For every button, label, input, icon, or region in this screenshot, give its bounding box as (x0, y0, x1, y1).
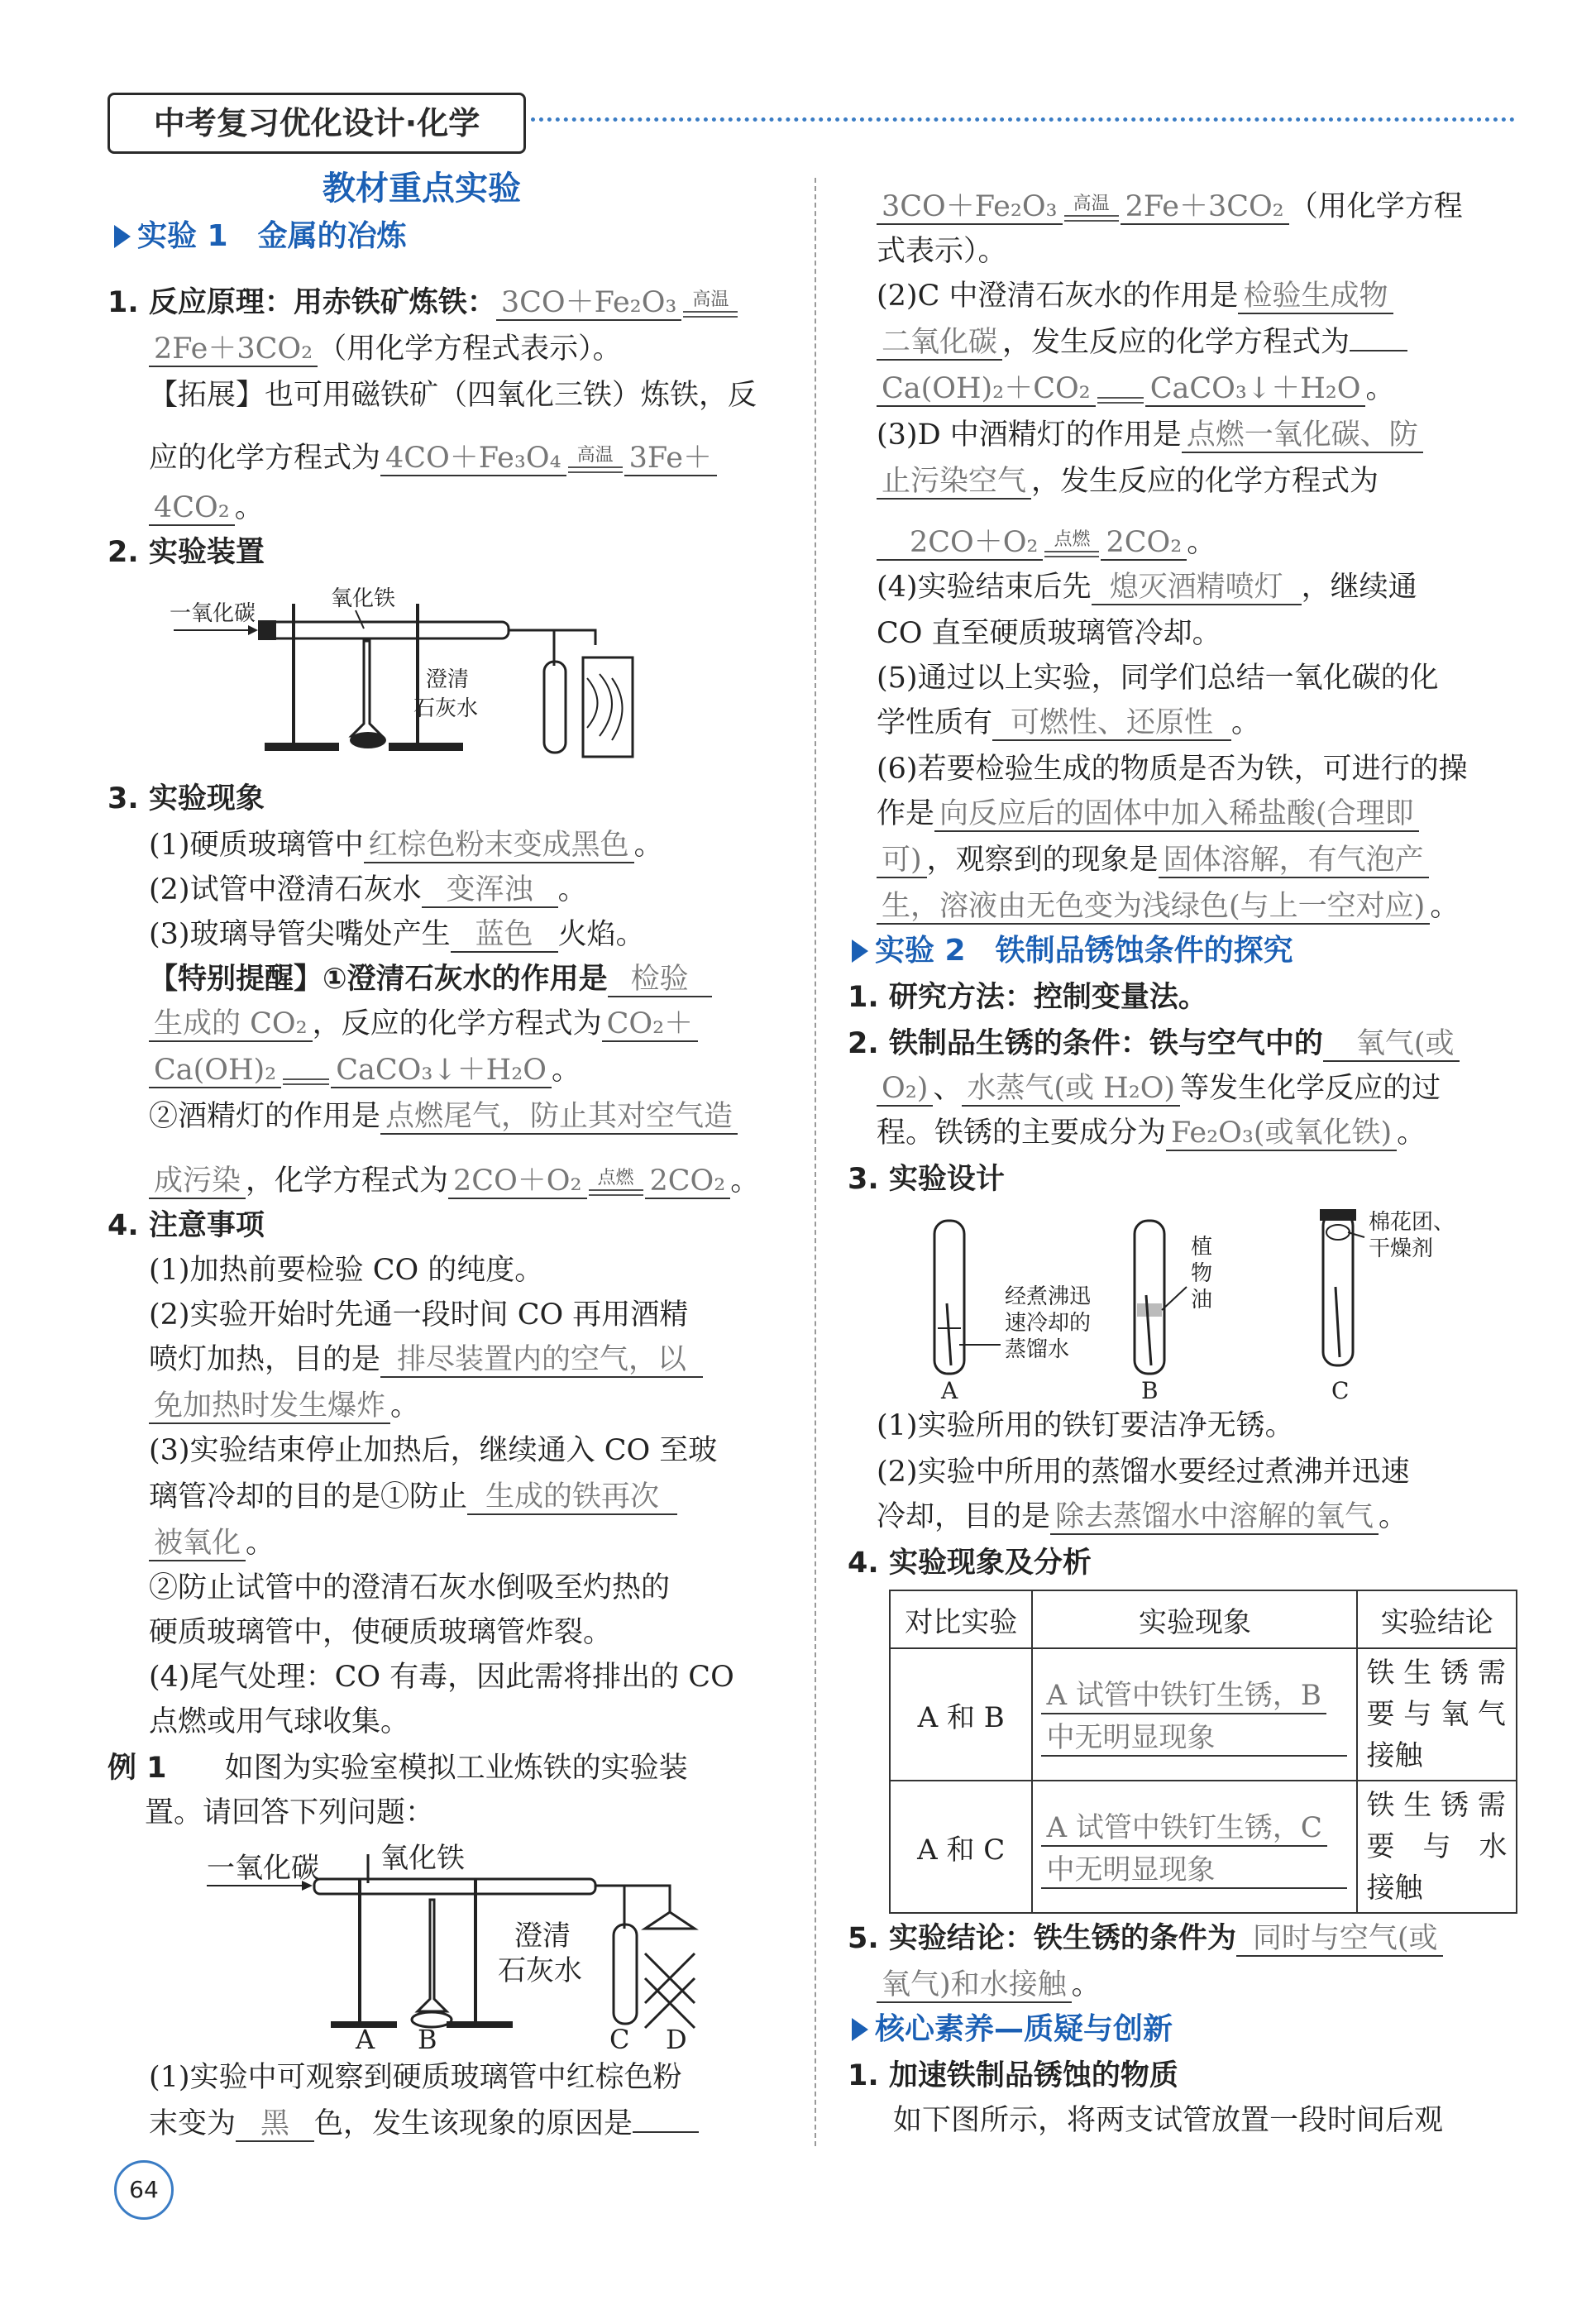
blank-line (633, 2131, 699, 2133)
table-header: 对比实验 (890, 1590, 1032, 1648)
answer-eq1-left: 3CO＋Fe₂O₃ (496, 286, 682, 321)
note-11: 点燃或用气球收集。 (149, 1705, 410, 1738)
note-9: 硬质玻璃管中，使硬质玻璃管炸裂。 (149, 1616, 613, 1649)
phen-3 (149, 915, 645, 954)
right-line-12 (877, 703, 1260, 743)
note-8: ②防止试管中的澄清石灰水倒吸至灼热的 (149, 1571, 671, 1604)
test-tube (544, 662, 566, 753)
text: 色，发生该现象的原因是 (314, 2107, 633, 2140)
answer-m3b: 水蒸气(或 H₂O) (962, 1072, 1180, 1107)
answer-m3: O₂) (877, 1072, 933, 1107)
right-line-16 (877, 887, 1459, 926)
text: ②酒精灯的作用是 (149, 1100, 381, 1133)
answer-r16: 生，溶液由无色变为浅绿色(与上一空对应) (877, 890, 1430, 925)
equal-sign (1044, 551, 1099, 557)
equal-sign-plain (1096, 377, 1145, 404)
fig3-A: A (941, 1377, 958, 1403)
answer-tip-5: 成污染 (149, 1164, 246, 1199)
note-4 (149, 1386, 419, 1426)
text: 璃管冷却的目的是①防止 (149, 1480, 468, 1513)
apparatus-figure-2 (207, 1838, 736, 2053)
question-1: (1)实验中可观察到硬质玻璃管中红棕色粉 (149, 2061, 682, 2094)
fig2-label-lime1: 澄清 (514, 1920, 571, 1953)
text: 。 (1231, 706, 1261, 739)
text: 喷灯加热，目的是 (149, 1343, 381, 1376)
left-line-4 (149, 438, 717, 478)
glass-tube (260, 622, 509, 638)
note-1: (1)加热前要检验 CO 的纯度。 (149, 1254, 544, 1287)
right-line-13: (6)若要检验生成的物质是否为铁，可进行的操 (877, 753, 1468, 786)
answer-tip-3b: CaCO₃↓＋H₂O (331, 1054, 552, 1088)
answer-phen-3: 蓝色 (451, 918, 558, 953)
tip-line-3 (149, 1050, 581, 1090)
answer-r5: Ca(OH)₂＋CO₂ (877, 372, 1096, 407)
table-header: 实验现象 (1032, 1590, 1357, 1648)
text: ，观察到的现象是 (926, 844, 1159, 877)
burner (418, 1900, 447, 2011)
text: (4)实验结束后先 (877, 571, 1092, 604)
text: 、 (933, 1072, 963, 1105)
flame (645, 1912, 695, 1929)
text: ，继续通 (1301, 571, 1417, 604)
text: 。 (633, 829, 663, 862)
equal-sign (568, 466, 623, 473)
answer-r1: 3CO＋Fe₂O₃ (877, 190, 1063, 225)
equal-sign-plain (281, 1059, 331, 1085)
stand-base (389, 743, 463, 751)
answer-eq2-right2: 4CO₂ (149, 491, 235, 526)
fig1-label-fe: 氧化铁 (331, 586, 396, 611)
note-6 (149, 1477, 677, 1517)
fig2-C: C (609, 2024, 630, 2053)
tip-line-4 (149, 1097, 738, 1136)
condition-gaowen (1063, 195, 1121, 222)
left-line-1 (108, 283, 739, 323)
answer-m2: 氧气(或 (1323, 1027, 1460, 1062)
condition-dianran (1043, 528, 1101, 557)
oil-layer (1137, 1303, 1162, 1317)
answer-phen-ab-2: 中无明显现象 (1041, 1714, 1347, 1757)
delivery-tube (595, 1886, 624, 1929)
stopper-c (1320, 1209, 1356, 1221)
text: 程。铁锈的主要成分为 (877, 1116, 1167, 1150)
right-line-7 (877, 461, 1379, 501)
exp2-title: 实验 2 铁制品锈蚀条件的探究 (875, 934, 1293, 968)
design-3 (877, 1497, 1407, 1537)
text: (3)玻璃导管尖嘴处产生 (149, 918, 451, 951)
fig2-label-fe: 氧化铁 (380, 1842, 465, 1875)
answer-eq2-left: 4CO＋Fe₃O₄ (380, 442, 566, 476)
text: 学性质有 (877, 706, 993, 739)
equal-sign (589, 1189, 643, 1196)
table-cell-phenomenon (1032, 1781, 1357, 1913)
note-10: (4)尾气处理：CO 有毒，因此需将排出的 CO (149, 1661, 734, 1694)
section-design: 3. 实验设计 (848, 1163, 1005, 1196)
stand-base (265, 743, 339, 751)
exhaust-tube (624, 1886, 670, 1912)
text: 。 (730, 1164, 760, 1198)
fig1-label-lime2: 石灰水 (413, 696, 479, 721)
text: 。 (234, 491, 264, 524)
text: (2)试管中澄清石灰水 (149, 873, 422, 906)
answer-r8: 2CO＋O₂ (877, 526, 1043, 561)
design-2: (2)实验中所用的蒸馏水要经过煮沸并迅速 (877, 1456, 1410, 1489)
condition-gaowen (681, 291, 739, 318)
answer-r9: 熄灭酒精喷灯 (1092, 571, 1302, 605)
text: （用化学方程式表示）。 (318, 332, 622, 366)
left-line-2 (149, 329, 622, 369)
answer-tip-3: Ca(OH)₂ (149, 1054, 281, 1088)
core-heading (852, 2010, 1173, 2049)
column-divider (815, 178, 816, 2146)
note-5: (3)实验结束停止加热后，继续通入 CO 至玻 (149, 1434, 718, 1467)
conclusion-line: 要 与 氧 气 (1366, 1698, 1506, 1731)
fig3-oil-3: 油 (1191, 1288, 1213, 1313)
table-row (890, 1781, 1517, 1913)
fig3-water-1: 经煮沸迅 (1005, 1284, 1092, 1309)
table-cell-pair: A 和 B (890, 1648, 1032, 1781)
section-analysis: 4. 实验现象及分析 (848, 1547, 1092, 1580)
conclusion-line-1 (848, 1919, 1443, 1958)
conclusion-line: 铁 生 锈 需 (1366, 1657, 1506, 1690)
answer-r4: 二氧化碳 (877, 326, 1002, 361)
fig3-C: C (1331, 1377, 1350, 1403)
page-number: 64 (114, 2160, 174, 2220)
fig2-B: B (418, 2024, 437, 2053)
note-3 (149, 1340, 703, 1379)
text: 等发生化学反应的过 (1180, 1072, 1441, 1105)
text: 火焰。 (557, 918, 645, 951)
core-title: 核心素养—质疑与创新 (875, 2012, 1173, 2046)
right-line-9 (877, 567, 1417, 607)
text: 应的化学方程式为 (149, 442, 381, 475)
answer-note-7: 被氧化 (149, 1527, 246, 1561)
text: 。 (1187, 526, 1216, 559)
exhaust-tube (554, 630, 595, 645)
text: 。 (1430, 890, 1460, 923)
condition-text: 高温 (576, 444, 614, 466)
conclusion-line: 要 与 水 (1366, 1830, 1508, 1863)
answer-phen-ab-1: A 试管中铁钉生锈，B (1041, 1672, 1326, 1714)
text: ，发生反应的化学方程式为 (1002, 326, 1350, 359)
right-line-1 (877, 187, 1463, 227)
tip-line-5 (149, 1161, 759, 1201)
answer-m7: 同时与空气(或 (1236, 1922, 1443, 1957)
equal-sign (683, 311, 738, 318)
fig3-oil-1: 植 (1191, 1235, 1213, 1260)
test-tube (614, 1925, 637, 2024)
burner-base (350, 732, 386, 748)
text: 冷却，目的是 (877, 1500, 1051, 1533)
alcohol-lamp (583, 657, 633, 757)
nail-c (1336, 1287, 1340, 1357)
answer-r7: 止污染空气 (877, 465, 1031, 500)
rust-condition-line-1 (848, 1024, 1460, 1064)
principle-label: 1. 反应原理：用赤铁矿炼铁： (108, 286, 496, 319)
answer-r14: 向反应后的固体中加入稀盐酸(合理即 (934, 797, 1419, 832)
apparatus-figure-1 (165, 579, 645, 769)
rust-condition-line-2 (877, 1069, 1441, 1108)
text: 。 (390, 1389, 420, 1422)
answer-phen-ac-2: 中无明显现象 (1041, 1847, 1347, 1889)
example-line-1 (108, 1748, 688, 1788)
text: 如图为实验室模拟工业炼铁的实验装 (224, 1752, 688, 1785)
condition-text (1096, 377, 1145, 395)
answer-tip-1: 检验 (608, 963, 712, 997)
leader-line (1348, 1232, 1364, 1237)
answer-note-3: 排尽装置内的空气，以 (380, 1343, 703, 1378)
condition-text: 点燃 (597, 1167, 634, 1188)
leader-line (356, 610, 364, 629)
triangle-icon (114, 225, 131, 248)
right-line-2: 式表示）。 (877, 235, 1007, 268)
text: 5. 实验结论：铁生锈的条件为 (848, 1922, 1236, 1955)
answer-r12: 可燃性、还原性 (992, 706, 1231, 741)
right-line-15 (877, 840, 1429, 880)
header-dotted-rule (531, 117, 1515, 122)
fig3-oil-2: 物 (1191, 1261, 1213, 1286)
note-7 (149, 1523, 275, 1563)
header-title: 中考复习优化设计·化学 (108, 93, 526, 154)
text: 。 (246, 1527, 275, 1560)
text: (1)硬质玻璃管中 (149, 829, 364, 862)
table-cell-conclusion (1357, 1781, 1517, 1913)
answer-tip-2: 生成的 CO₂ (149, 1007, 313, 1042)
method-line (848, 978, 1207, 1017)
left-line-3: 【拓展】也可用磁铁矿（四氧化三铁）炼铁，反 (149, 379, 757, 412)
fig1-label-lime1: 澄清 (426, 667, 470, 692)
answer-d3: 除去蒸馏水中溶解的氧气 (1050, 1500, 1379, 1535)
answer-m4: Fe₂O₃(或氧化铁) (1166, 1116, 1397, 1151)
text: 。 (557, 873, 587, 906)
rust-test-figure (918, 1204, 1513, 1403)
exp1-title: 实验 1 金属的冶炼 (137, 219, 407, 253)
fig2-A: A (356, 2024, 375, 2053)
right-line-6 (877, 415, 1423, 455)
nail-a (947, 1303, 951, 1365)
triangle-icon (852, 2018, 868, 2041)
answer-r5b: CaCO₃↓＋H₂O (1145, 372, 1366, 407)
text: ，化学方程式为 (246, 1164, 449, 1198)
answer-r15b: 固体溶解，有气泡产 (1159, 844, 1429, 878)
answer-eq2-right: 3Fe＋ (624, 442, 717, 476)
fig3-water-2: 速冷却的 (1005, 1311, 1092, 1336)
text: 【特别提醒】①澄清石灰水的作用是 (149, 963, 608, 996)
main-title: 教材重点实验 (323, 170, 521, 208)
conclusion-line: 接触 (1366, 1739, 1423, 1772)
rust-condition-line-3 (877, 1113, 1426, 1153)
right-line-5 (877, 369, 1394, 409)
right-line-11: (5)通过以上实验，同学们总结一氧化碳的化 (877, 662, 1439, 695)
text: 。 (1365, 372, 1395, 405)
table-cell-pair: A 和 C (890, 1781, 1032, 1913)
text: 末变为 (149, 2107, 237, 2140)
lamp-stand (645, 1953, 695, 2028)
stand-base (447, 2021, 513, 2028)
answer-tip-5b: 2CO＋O₂ (448, 1164, 586, 1199)
conclusion-line: 铁 生 锈 需 (1366, 1789, 1506, 1822)
example-line-2: 置。请回答下列问题： (145, 1796, 435, 1829)
core-line-2: 如下图所示，将两支试管放置一段时间后观 (893, 2104, 1444, 2137)
text: 2. 铁制品生锈的条件：铁与空气中的 (848, 1027, 1323, 1060)
answer-phen-2: 变浑浊 (422, 873, 558, 908)
text: 1. 加速铁制品锈蚀的物质 (848, 2059, 1178, 2092)
answer-tip-4: 点燃尾气，防止其对空气造 (380, 1100, 738, 1135)
text: ，反应的化学方程式为 (312, 1007, 602, 1040)
fig2-D: D (666, 2024, 687, 2053)
right-line-4 (877, 323, 1407, 362)
table-row (890, 1648, 1517, 1781)
fig3-cotton-2: 干燥剂 (1369, 1236, 1434, 1261)
phen-1 (149, 825, 663, 865)
equal-sign (1064, 215, 1119, 222)
example-label: 例 1 (108, 1752, 167, 1785)
note-2: (2)实验开始时先通一段时间 CO 再用酒精 (149, 1298, 689, 1332)
section-phenomena: 3. 实验现象 (108, 782, 265, 815)
conclusion-line: 接触 (1366, 1872, 1423, 1905)
core-line-1 (848, 2056, 1178, 2096)
answer-r3: 检验生成物 (1238, 280, 1393, 314)
arrow-head-icon (248, 625, 258, 635)
text: ，发生反应的化学方程式为 (1031, 465, 1379, 498)
table-cell-conclusion (1357, 1648, 1517, 1781)
right-line-8 (877, 523, 1216, 562)
design-1: (1)实验所用的铁钉要洁净无锈。 (877, 1409, 1294, 1442)
analysis-table (889, 1590, 1517, 1914)
condition-dianran (587, 1169, 645, 1196)
tip-line-2 (149, 1004, 698, 1044)
section-notes: 4. 注意事项 (108, 1209, 265, 1242)
tip-line-1 (149, 959, 712, 999)
stopper (258, 620, 276, 640)
answer-tip-2b: CO₂＋ (602, 1007, 699, 1042)
cotton-ball (1326, 1225, 1350, 1240)
text: 1. 研究方法：控制变量法。 (848, 981, 1207, 1014)
fig3-cotton-1: 棉花团、 (1369, 1210, 1455, 1235)
answer-r6: 点燃一氧化碳、防 (1182, 418, 1423, 453)
condition-text: 点燃 (1054, 528, 1091, 550)
condition-gaowen (566, 444, 624, 473)
answer-r1b: 2Fe＋3CO₂ (1121, 190, 1289, 225)
table-header-row (890, 1590, 1517, 1648)
answer-q-1: 黑 (236, 2107, 314, 2142)
text: 作是 (877, 797, 935, 830)
fig3-B: B (1141, 1377, 1159, 1403)
conclusion-line-2 (877, 1965, 1101, 2005)
fig3-water-3: 蒸馏水 (1005, 1337, 1070, 1362)
answer-note-4: 免加热时发生爆炸 (149, 1389, 390, 1424)
question-2 (149, 2104, 699, 2144)
equal-sign (283, 1078, 329, 1085)
exp1-heading (114, 217, 407, 256)
phen-2 (149, 870, 587, 910)
condition-text: 高温 (1073, 193, 1110, 214)
condition-text (281, 1059, 331, 1077)
answer-phen-ac-1: A 试管中铁钉生锈，C (1041, 1805, 1326, 1847)
table-cell-phenomenon (1032, 1648, 1357, 1781)
glass-tube (314, 1879, 595, 1894)
answer-tip-5c: 2CO₂ (645, 1164, 731, 1199)
text: 。 (1071, 1968, 1101, 2001)
answer-m8: 氧气)和水接触 (877, 1968, 1072, 2003)
triangle-icon (852, 940, 868, 963)
text: (3)D 中酒精灯的作用是 (877, 418, 1182, 452)
exp2-heading (852, 931, 1293, 971)
blank-line (1350, 350, 1407, 351)
condition-text: 高温 (692, 289, 729, 310)
text: （用化学方程 (1288, 190, 1463, 223)
text: 。 (551, 1054, 581, 1087)
left-line-5 (149, 488, 264, 528)
delivery-tube (509, 630, 554, 666)
burner (351, 641, 382, 736)
answer-eq1-right: 2Fe＋3CO₂ (149, 332, 318, 367)
fig2-label-lime2: 石灰水 (498, 1954, 582, 1987)
answer-phen-1: 红棕色粉末变成黑色 (364, 829, 634, 863)
lamp-stripes (587, 674, 623, 740)
text: 。 (1397, 1116, 1426, 1150)
answer-note-6: 生成的铁再次 (467, 1480, 677, 1515)
fig2-label-co: 一氧化碳 (207, 1852, 319, 1885)
section-apparatus: 2. 实验装置 (108, 536, 265, 569)
answer-r15: 可) (877, 844, 927, 878)
right-line-14 (877, 794, 1419, 834)
text: (2)C 中澄清石灰水的作用是 (877, 280, 1239, 313)
fig1-label-co: 一氧化碳 (170, 601, 256, 626)
answer-r8b: 2CO₂ (1101, 526, 1187, 561)
equal-sign (1097, 397, 1144, 404)
right-line-3 (877, 276, 1393, 316)
table-header: 实验结论 (1357, 1590, 1517, 1648)
right-line-10: CO 直至硬质玻璃管冷却。 (877, 617, 1221, 650)
text: 。 (1379, 1500, 1408, 1533)
